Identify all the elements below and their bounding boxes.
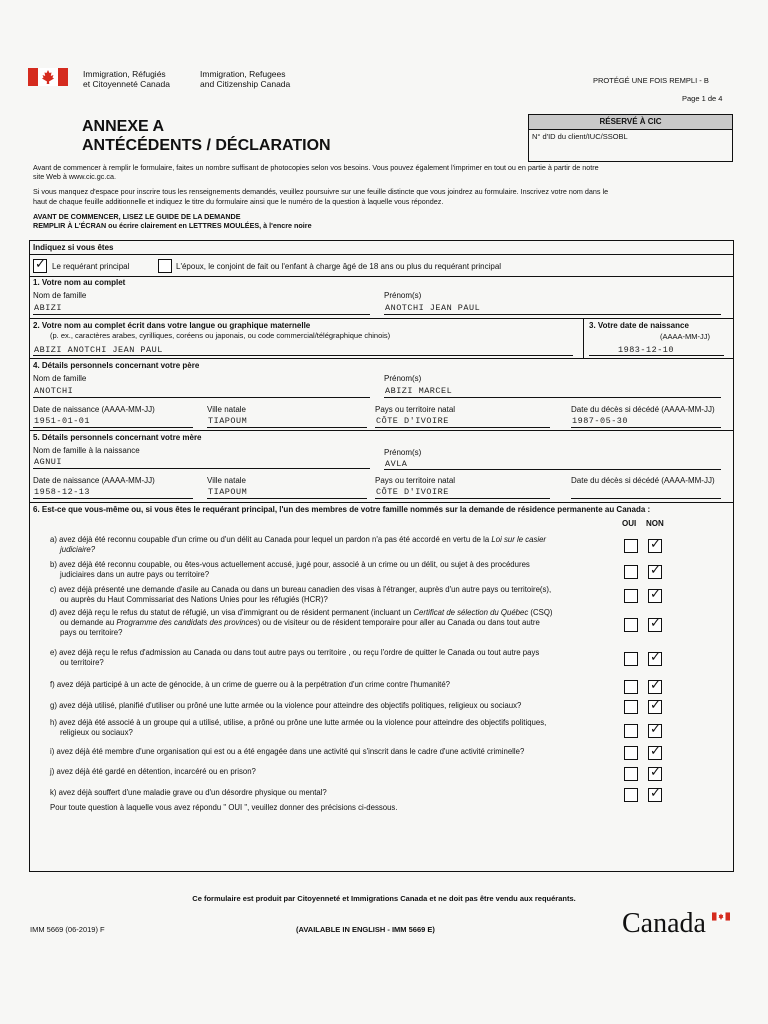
s1-title: 1. Votre nom au complet bbox=[33, 278, 126, 287]
dept-en-line2: and Citizenship Canada bbox=[200, 79, 291, 89]
s4-death-value[interactable]: 1987-05-30 bbox=[572, 416, 629, 426]
qa-no-checkbox[interactable] bbox=[648, 539, 662, 553]
qg-yes-checkbox[interactable] bbox=[624, 700, 638, 714]
s4-country-label: Pays ou territoire natal bbox=[375, 405, 456, 414]
protected-label: PROTÉGÉ UNE FOIS REMPLI - B bbox=[593, 76, 709, 85]
s3-title: 3. Votre date de naissance bbox=[589, 321, 689, 330]
question-h: h) avez déjà été associé à un groupe qui a utilisé, utilise, a prôné ou prône une lutte armée ou la violence pour atteindre des objectifs politiques, religieux ou sociaux? bbox=[50, 718, 547, 737]
s4-family-label: Nom de famille bbox=[33, 374, 87, 383]
s1-given-label: Prénom(s) bbox=[384, 291, 422, 300]
s4-title: 4. Détails personnels concernant votre père bbox=[33, 361, 200, 370]
page-number: Page 1 de 4 bbox=[682, 94, 723, 103]
s5-family-value[interactable]: AGNUI bbox=[34, 457, 63, 467]
s4-country-value[interactable]: CÔTE D'IVOIRE bbox=[376, 416, 449, 426]
s3-format: (AAAA-MM-JJ) bbox=[660, 332, 710, 341]
s2-title: 2. Votre nom au complet écrit dans votre langue ou graphique maternelle bbox=[33, 321, 311, 330]
qk-no-checkbox[interactable] bbox=[648, 788, 662, 802]
s1-family-label: Nom de famille bbox=[33, 291, 87, 300]
qd-yes-checkbox[interactable] bbox=[624, 618, 638, 632]
s1-given-value[interactable]: ANOTCHI JEAN PAUL bbox=[385, 303, 481, 313]
question-b: b) avez déjà été reconnu coupable, ou êtes-vous actuellement accusé, jugé pour, associé à un crime ou un délit, ou sujet à des procédures judiciaires dans un autre pays ou territoire? bbox=[50, 560, 530, 579]
intro-p2-line2: haut de chaque feuille additionnelle et indiquez le titre du formulaire ainsi que le numéro de la question à laquelle vous répondez. bbox=[33, 196, 444, 206]
details-note: Pour toute question à laquelle vous avez répondu " OUI ", veuillez donner des précisions ci-dessous. bbox=[50, 803, 398, 812]
intro-text bbox=[33, 163, 733, 230]
qd-no-checkbox[interactable] bbox=[648, 618, 662, 632]
s4-dob-value[interactable]: 1951-01-01 bbox=[34, 416, 91, 426]
question-c: c) avez déjà présenté une demande d'asile au Canada ou dans un bureau canadien des visas à l'étranger, auprès d'un autre pays ou territoire(s), ou auprès du Haut Commissariat des Nations Unies pour les réfugiés (HCR)? bbox=[50, 585, 552, 604]
qf-no-checkbox[interactable] bbox=[648, 680, 662, 694]
s5-town-value[interactable]: TIAPOUM bbox=[208, 487, 248, 497]
question-g: g) avez déjà utilisé, planifié d'utiliser ou prôné une lutte armée ou la violence pour atteindre des objectifs politiques, religieux ou sociaux? bbox=[50, 701, 522, 710]
title-annex: ANNEXE A bbox=[82, 118, 165, 135]
s6-non-header: NON bbox=[646, 519, 664, 528]
question-k: k) avez déjà souffert d'une maladie grave ou d'un désordre physique ou mental? bbox=[50, 788, 327, 797]
intro-p1-line2: site Web à www.cic.gc.ca. bbox=[33, 172, 116, 182]
qf-yes-checkbox[interactable] bbox=[624, 680, 638, 694]
question-a: a) avez déjà été reconnu coupable d'un crime ou d'un délit au Canada pour lequel un pardon n'a pas été accordé en vertu de la Loi sur le casier judiciaire? bbox=[50, 535, 547, 554]
s5-dob-value[interactable]: 1958-12-13 bbox=[34, 487, 91, 497]
question-j: j) avez déjà été gardé en détention, incarcéré ou en prison? bbox=[50, 767, 256, 776]
s4-given-label: Prénom(s) bbox=[384, 374, 422, 383]
question-e: e) avez déjà reçu le refus d'admission au Canada ou dans tout autre pays ou territoire , ou reçu l'ordre de quitter le Canada ou tout autre pays ou territoire? bbox=[50, 648, 540, 667]
qj-yes-checkbox[interactable] bbox=[624, 767, 638, 781]
department-name-en bbox=[200, 69, 290, 89]
principal-applicant-label: Le requérant principal bbox=[52, 262, 130, 271]
s5-title: 5. Détails personnels concernant votre mère bbox=[33, 433, 202, 442]
s5-dob-label: Date de naissance (AAAA-MM-JJ) bbox=[33, 476, 155, 485]
canada-flag-icon bbox=[28, 68, 68, 86]
qg-no-checkbox[interactable] bbox=[648, 700, 662, 714]
canada-wordmark bbox=[622, 908, 706, 940]
canada-wordmark-text: Canada bbox=[622, 908, 706, 939]
qh-yes-checkbox[interactable] bbox=[624, 724, 638, 738]
qc-no-checkbox[interactable] bbox=[648, 589, 662, 603]
indicate-title: Indiquez si vous êtes bbox=[33, 243, 114, 252]
s6-title: 6. Est-ce que vous-même ou, si vous êtes le requérant principal, l'un des membres de votre famille nommés sur la demande de résidence permanente au Canada : bbox=[33, 505, 651, 514]
reserved-box bbox=[528, 114, 733, 162]
dept-fr-line1: Immigration, Réfugiés bbox=[83, 69, 166, 79]
s4-given-value[interactable]: ABIZI MARCEL bbox=[385, 386, 453, 396]
s4-town-label: Ville natale bbox=[207, 405, 246, 414]
s1-family-value[interactable]: ABIZI bbox=[34, 303, 63, 313]
s4-dob-label: Date de naissance (AAAA-MM-JJ) bbox=[33, 405, 155, 414]
s5-country-value[interactable]: CÔTE D'IVOIRE bbox=[376, 487, 449, 497]
s4-family-value[interactable]: ANOTCHI bbox=[34, 386, 74, 396]
dept-en-line1: Immigration, Refugees bbox=[200, 69, 286, 79]
s5-death-label: Date du décès si décédé (AAAA-MM-JJ) bbox=[571, 476, 715, 485]
qe-no-checkbox[interactable] bbox=[648, 652, 662, 666]
qa-yes-checkbox[interactable] bbox=[624, 539, 638, 553]
qi-yes-checkbox[interactable] bbox=[624, 746, 638, 760]
s5-country-label: Pays ou territoire natal bbox=[375, 476, 456, 485]
principal-applicant-checkbox[interactable] bbox=[33, 259, 47, 273]
title-declaration: ANTÉCÉDENTS / DÉCLARATION bbox=[82, 137, 331, 154]
instruction-fill: REMPLIR À L'ÉCRAN ou écrire clairement en LETTRES MOULÉES, à l'encre noire bbox=[33, 221, 312, 231]
question-f: f) avez déjà participé à un acte de génocide, à un crime de guerre ou à la perpétration d'un crime contre l'humanité? bbox=[50, 680, 450, 689]
qe-yes-checkbox[interactable] bbox=[624, 652, 638, 666]
qj-no-checkbox[interactable] bbox=[648, 767, 662, 781]
footer-notice: Ce formulaire est produit par Citoyenneté et Immigrations Canada et ne doit pas être vendu aux requérants. bbox=[192, 894, 576, 903]
s2-value[interactable]: ABIZI ANOTCHI JEAN PAUL bbox=[34, 345, 163, 355]
qk-yes-checkbox[interactable] bbox=[624, 788, 638, 802]
client-id-label: N° d'ID du client/IUC/SSOBL bbox=[532, 132, 628, 141]
s4-death-label: Date du décès si décédé (AAAA-MM-JJ) bbox=[571, 405, 715, 414]
s5-given-label: Prénom(s) bbox=[384, 448, 422, 457]
question-d: d) avez déjà reçu le refus du statut de réfugié, un visa d'immigrant ou de résident permanent (incluant un Certificat de sélection du Québec (CSQ) ou demande au Programme des candidats des provinces) ou de visiteur ou de résident temporaire pour aller au Canada ou dans tout autre pays ou territoire? bbox=[50, 608, 553, 637]
s5-family-label: Nom de famille à la naissance bbox=[33, 446, 140, 455]
intro-p2-line1: Si vous manquez d'espace pour inscrire tous les renseignements demandés, veuillez poursuivre sur une feuille distincte que vous joindrez au formulaire. Inscrivez votre nom dans le bbox=[33, 187, 609, 197]
dept-fr-line2: et Citoyenneté Canada bbox=[83, 79, 170, 89]
intro-p1-line1: Avant de commencer à remplir le formulaire, faites un nombre suffisant de photocopies selon vos besoins. Vous pouvez également l'imprimer en tout ou en partie à partir de notre bbox=[33, 163, 599, 172]
department-name-fr bbox=[83, 69, 170, 89]
form-title bbox=[82, 117, 331, 155]
instruction-read-guide: AVANT DE COMMENCER, LISEZ LE GUIDE DE LA DEMANDE bbox=[33, 211, 241, 221]
qh-no-checkbox[interactable] bbox=[648, 724, 662, 738]
s2-subtitle: (p. ex., caractères arabes, cyrilliques, coréens ou japonais, ou code commercial/télégraphique chinois) bbox=[50, 331, 391, 340]
s4-town-value[interactable]: TIAPOUM bbox=[208, 416, 248, 426]
s6-oui-header: OUI bbox=[622, 519, 637, 528]
canada-wordmark-flag-icon bbox=[712, 912, 730, 921]
question-i: i) avez déjà été membre d'une organisation qui est ou a été engagée dans une activité qui s'inscrit dans le cadre d'une activité criminelle? bbox=[50, 747, 525, 756]
qb-no-checkbox[interactable] bbox=[648, 565, 662, 579]
s5-given-value[interactable]: AVLA bbox=[385, 459, 408, 469]
spouse-dependent-label: L'époux, le conjoint de fait ou l'enfant à charge âgé de 18 ans ou plus du requérant principal bbox=[176, 262, 502, 271]
qi-no-checkbox[interactable] bbox=[648, 746, 662, 760]
spouse-dependent-checkbox[interactable] bbox=[158, 259, 172, 273]
form-code: IMM 5669 (06-2019) F bbox=[30, 925, 105, 934]
qb-yes-checkbox[interactable] bbox=[624, 565, 638, 579]
s3-value[interactable]: 1983-12-10 bbox=[618, 345, 675, 355]
reserved-title: RÉSERVÉ À CIC bbox=[529, 115, 732, 130]
s5-town-label: Ville natale bbox=[207, 476, 246, 485]
english-availability: (AVAILABLE IN ENGLISH - IMM 5669 E) bbox=[296, 925, 435, 934]
qc-yes-checkbox[interactable] bbox=[624, 589, 638, 603]
